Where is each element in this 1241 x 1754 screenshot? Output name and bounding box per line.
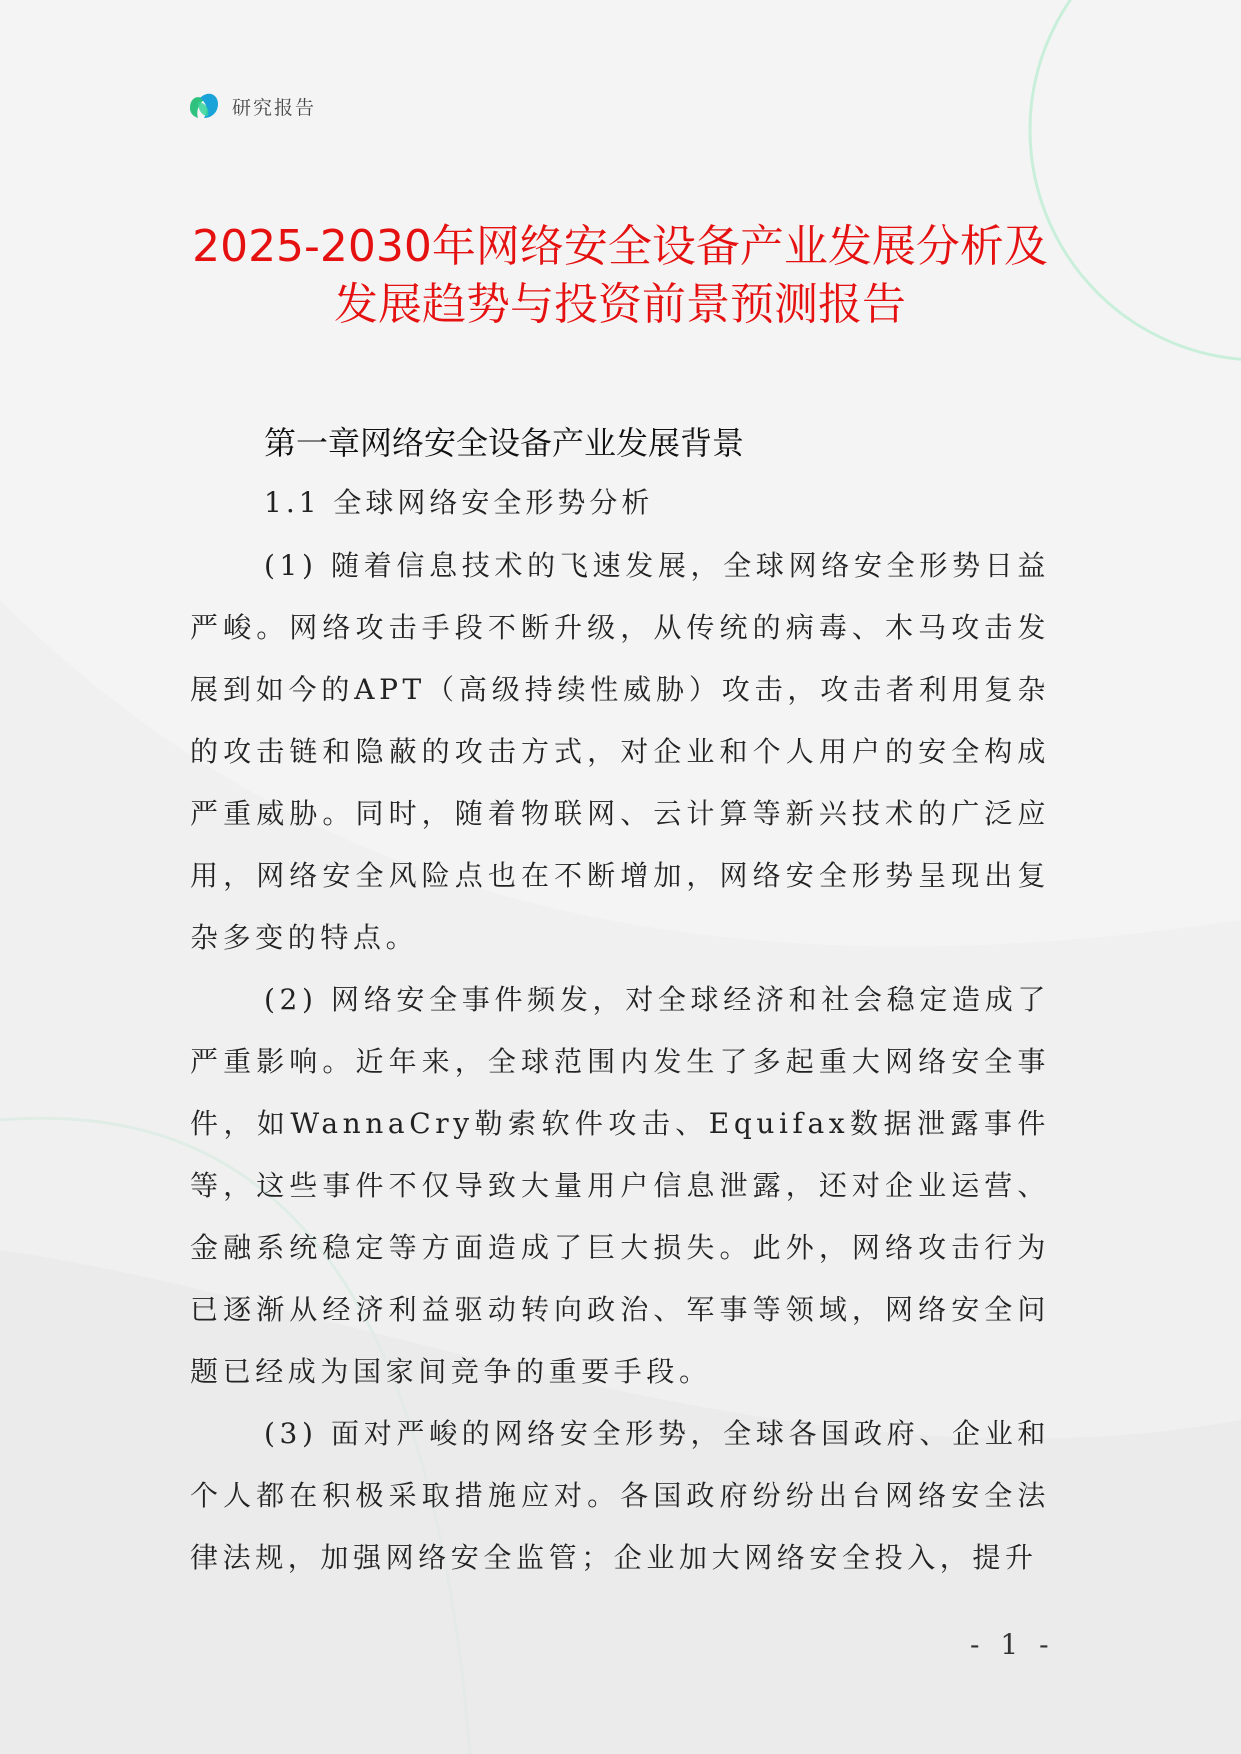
report-header <box>186 88 316 124</box>
document-body <box>190 415 1050 1589</box>
paragraph-1: (1) 随着信息技术的飞速发展，全球网络安全形势日益严峻。网络攻击手段不断升级，从传统的病毒、木马攻击发展到如今的APT（高级持续性威胁）攻击，攻击者利用复杂的攻击链和隐蔽的攻击方式，对企业和个人用户的安全构成严重威胁。同时，随着物联网、云计算等新兴技术的广泛应用，网络安全风险点也在不断增加，网络安全形势呈现出复杂多变的特点。 <box>190 549 1050 954</box>
header-label: 研究报告 <box>232 96 317 119</box>
title-line-1: 2025-2030年网络安全设备产业发展分析及 <box>192 221 1048 272</box>
paragraph-2: (2) 网络安全事件频发，对全球经济和社会稳定造成了严重影响。近年来，全球范围内发生了多起重大网络安全事件，如WannaCry勒索软件攻击、Equifax数据泄露事件等，这些事件不仅导致大量用户信息泄露，还对企业运营、金融系统稳定等方面造成了巨大损失。此外，网络攻击行为已逐渐从经济利益驱动转向政治、军事等领域，网络安全问题已经成为国家间竞争的重要手段。 <box>190 983 1050 1388</box>
leaf-logo-icon <box>186 88 222 124</box>
title-line-2: 发展趋势与投资前景预测报告 <box>334 279 906 330</box>
paragraph-3: (3) 面对严峻的网络安全形势，全球各国政府、企业和个人都在积极采取措施应对。各国政府纷纷出台网络安全法律法规，加强网络安全监管；企业加大网络安全投入，提升 <box>190 1417 1050 1574</box>
page-number: - 1 - <box>970 1628 1055 1661</box>
chapter-heading: 第一章网络安全设备产业发展背景 <box>264 424 745 462</box>
section-heading: 1.1 全球网络安全形势分析 <box>264 486 654 519</box>
report-title <box>150 218 1090 334</box>
